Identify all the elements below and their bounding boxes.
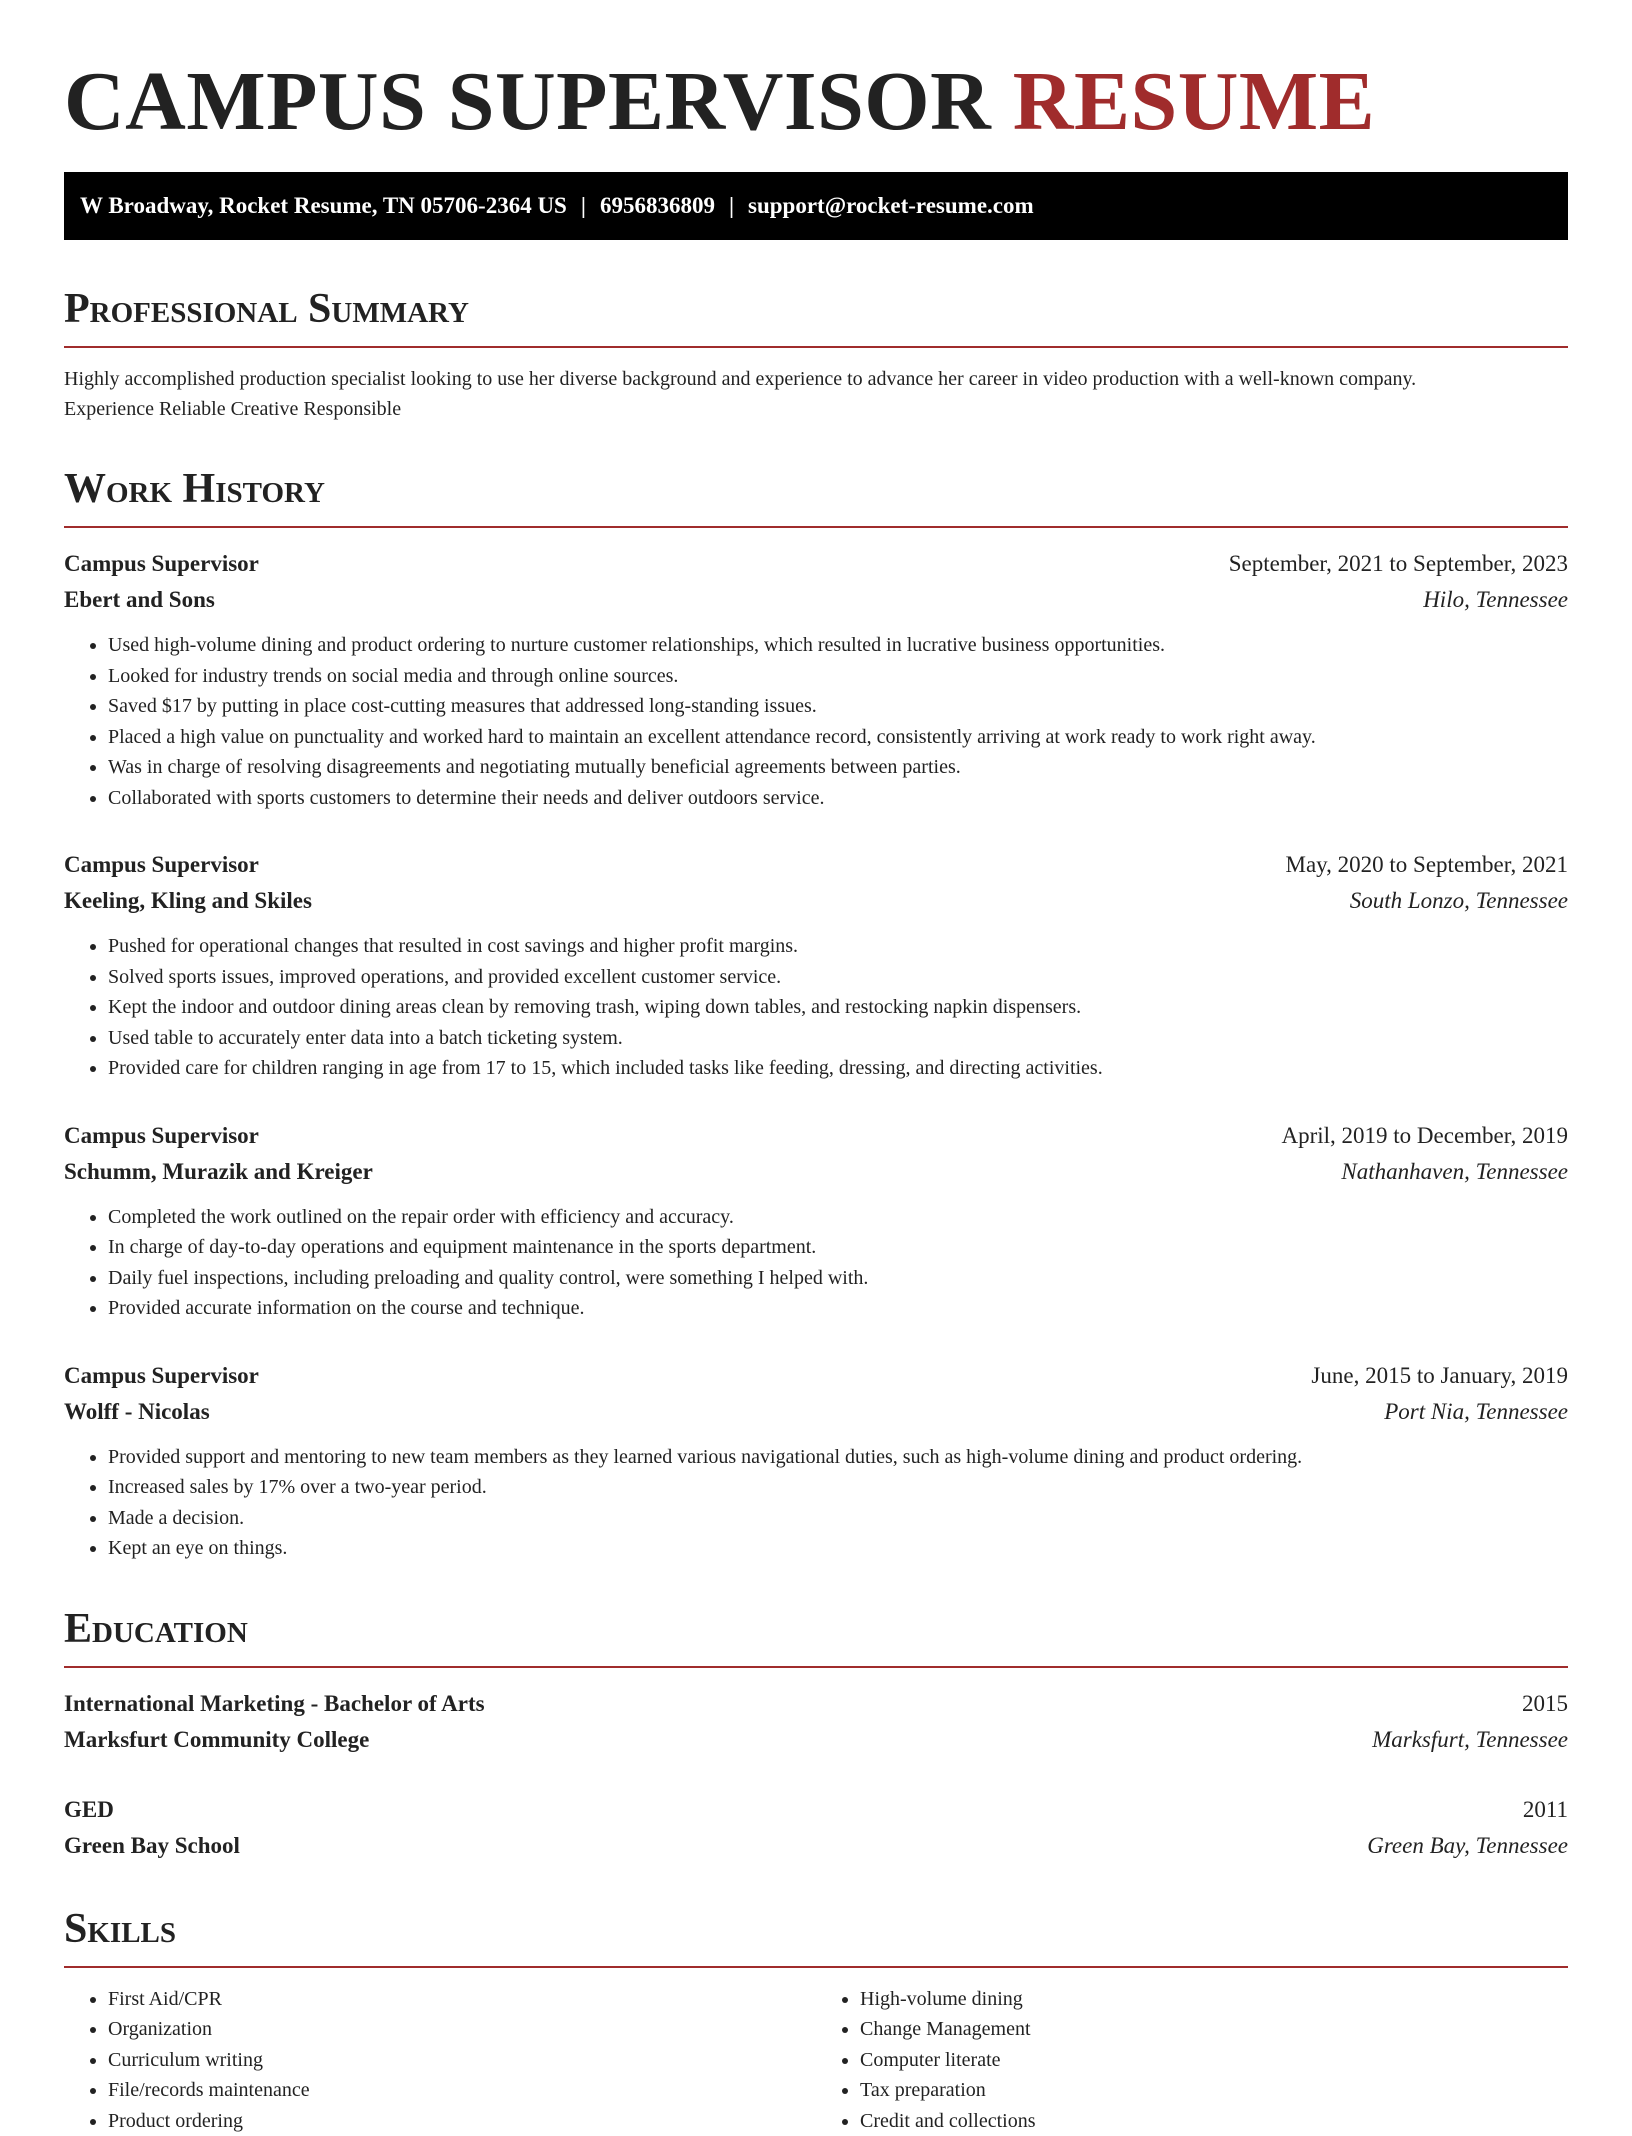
- skill-item: • Curriculum writing: [108, 2045, 816, 2076]
- education-section: [64, 1604, 1568, 1864]
- education-degree: International Marketing - Bachelor of Arts: [64, 1686, 485, 1722]
- job-dates: September, 2021 to September, 2023: [1229, 546, 1568, 582]
- skill-item: • Credit and collections: [860, 2106, 1568, 2136]
- job-title: Campus Supervisor: [64, 546, 259, 582]
- contact-email[interactable]: support@rocket-resume.com: [748, 193, 1034, 218]
- section-heading: Professional Summary: [64, 284, 1568, 348]
- job-location: South Lonzo, Tennessee: [1350, 883, 1568, 919]
- job-entry: [64, 1358, 1568, 1564]
- resume-title: [64, 0, 1568, 148]
- education-year: 2011: [1523, 1792, 1568, 1828]
- education-degree: GED: [64, 1792, 114, 1828]
- work-history-section: [64, 464, 1568, 1564]
- contact-phone: 6956836809: [600, 193, 715, 218]
- job-company: Ebert and Sons: [64, 582, 215, 618]
- job-location: Hilo, Tennessee: [1423, 582, 1568, 618]
- job-bullet: • Kept an eye on things.: [108, 1533, 1568, 1564]
- title-main: CAMPUS SUPERVISOR: [64, 55, 991, 148]
- education-entry: [64, 1686, 1568, 1758]
- job-location: Port Nia, Tennessee: [1384, 1394, 1568, 1430]
- job-bullet: • Provided care for children ranging in age from 17 to 15, which included tasks like feeding, dressing, and directing activities.: [108, 1053, 1568, 1084]
- summary-section: [64, 284, 1568, 424]
- job-bullet: • Kept the indoor and outdoor dining areas clean by removing trash, wiping down tables, and restocking napkin dispensers.: [108, 992, 1568, 1023]
- job-subheader: [64, 582, 1568, 618]
- job-subheader: [64, 883, 1568, 919]
- job-entry: [64, 546, 1568, 813]
- education-location: Green Bay, Tennessee: [1367, 1828, 1568, 1864]
- education-subheader: [64, 1828, 1568, 1864]
- title-accent: RESUME: [1013, 55, 1375, 148]
- job-company: Wolff - Nicolas: [64, 1394, 210, 1430]
- summary-text: [64, 364, 1568, 424]
- job-header: [64, 847, 1568, 883]
- job-bullet: • Provided support and mentoring to new team members as they learned various navigational duties, such as high-volume dining and product ordering.: [108, 1442, 1568, 1473]
- skill-item: • High-volume dining: [860, 1984, 1568, 2015]
- job-header: [64, 1118, 1568, 1154]
- job-bullet: • Collaborated with sports customers to determine their needs and deliver outdoors service.: [108, 783, 1568, 814]
- job-company: Keeling, Kling and Skiles: [64, 883, 312, 919]
- job-bullet: • Daily fuel inspections, including preloading and quality control, were something I helped with.: [108, 1263, 1568, 1294]
- skills-grid: [64, 1984, 1568, 2136]
- job-bullets: [64, 630, 1568, 813]
- job-bullet: • Placed a high value on punctuality and worked hard to maintain an excellent attendance record, consistently arriving at work ready to work right away.: [108, 722, 1568, 753]
- contact-separator: |: [567, 193, 600, 218]
- skill-item: • Tax preparation: [860, 2075, 1568, 2106]
- job-title: Campus Supervisor: [64, 1358, 259, 1394]
- skill-item: • First Aid/CPR: [108, 1984, 816, 2015]
- education-school: Green Bay School: [64, 1828, 240, 1864]
- education-year: 2015: [1522, 1686, 1568, 1722]
- job-location: Nathanhaven, Tennessee: [1341, 1154, 1568, 1190]
- job-header: [64, 1358, 1568, 1394]
- job-bullet: • Solved sports issues, improved operations, and provided excellent customer service.: [108, 962, 1568, 993]
- job-bullet: • Was in charge of resolving disagreements and negotiating mutually beneficial agreements between parties.: [108, 752, 1568, 783]
- job-dates: May, 2020 to September, 2021: [1286, 847, 1569, 883]
- contact-separator: |: [715, 193, 748, 218]
- section-heading: Skills: [64, 1904, 1568, 1968]
- job-bullet: • Provided accurate information on the course and technique.: [108, 1293, 1568, 1324]
- job-dates: June, 2015 to January, 2019: [1311, 1358, 1568, 1394]
- job-title: Campus Supervisor: [64, 847, 259, 883]
- summary-line: Highly accomplished production specialist looking to use her diverse background and experience to advance her career in video production with a well-known company.: [64, 368, 1416, 390]
- job-bullet: • Looked for industry trends on social media and through online sources.: [108, 661, 1568, 692]
- job-subheader: [64, 1394, 1568, 1430]
- job-bullet: • In charge of day-to-day operations and equipment maintenance in the sports department.: [108, 1232, 1568, 1263]
- skill-item: • Product ordering: [108, 2106, 816, 2136]
- job-bullet: • Pushed for operational changes that resulted in cost savings and higher profit margins.: [108, 931, 1568, 962]
- education-entry: [64, 1792, 1568, 1864]
- job-bullet: • Used high-volume dining and product ordering to nurture customer relationships, which resulted in lucrative business opportunities.: [108, 630, 1568, 661]
- skills-column-left: [64, 1984, 816, 2136]
- resume-page: [64, 0, 1568, 2136]
- job-entry: [64, 1118, 1568, 1324]
- education-header: [64, 1792, 1568, 1828]
- contact-address: W Broadway, Rocket Resume, TN 05706-2364 US: [80, 193, 567, 218]
- education-school: Marksfurt Community College: [64, 1722, 369, 1758]
- section-heading: Work History: [64, 464, 1568, 528]
- job-bullet: • Saved $17 by putting in place cost-cutting measures that addressed long-standing issues.: [108, 691, 1568, 722]
- job-subheader: [64, 1154, 1568, 1190]
- education-subheader: [64, 1722, 1568, 1758]
- skills-column-right: [816, 1984, 1568, 2136]
- job-entry: [64, 847, 1568, 1084]
- education-header: [64, 1686, 1568, 1722]
- job-bullet: • Completed the work outlined on the repair order with efficiency and accuracy.: [108, 1202, 1568, 1233]
- skill-item: • File/records maintenance: [108, 2075, 816, 2106]
- job-bullets: [64, 1442, 1568, 1564]
- skill-item: • Computer literate: [860, 2045, 1568, 2076]
- job-bullets: [64, 1202, 1568, 1324]
- section-heading: Education: [64, 1604, 1568, 1668]
- job-title: Campus Supervisor: [64, 1118, 259, 1154]
- job-dates: April, 2019 to December, 2019: [1281, 1118, 1568, 1154]
- job-bullets: [64, 931, 1568, 1084]
- job-company: Schumm, Murazik and Kreiger: [64, 1154, 373, 1190]
- job-header: [64, 546, 1568, 582]
- contact-bar: [64, 172, 1568, 240]
- skill-item: • Organization: [108, 2014, 816, 2045]
- job-bullet: • Increased sales by 17% over a two-year period.: [108, 1472, 1568, 1503]
- summary-line: Experience Reliable Creative Responsible: [64, 398, 401, 420]
- job-bullet: • Made a decision.: [108, 1503, 1568, 1534]
- education-location: Marksfurt, Tennessee: [1372, 1722, 1568, 1758]
- job-bullet: • Used table to accurately enter data into a batch ticketing system.: [108, 1023, 1568, 1054]
- skill-item: • Change Management: [860, 2014, 1568, 2045]
- skills-section: [64, 1904, 1568, 2136]
